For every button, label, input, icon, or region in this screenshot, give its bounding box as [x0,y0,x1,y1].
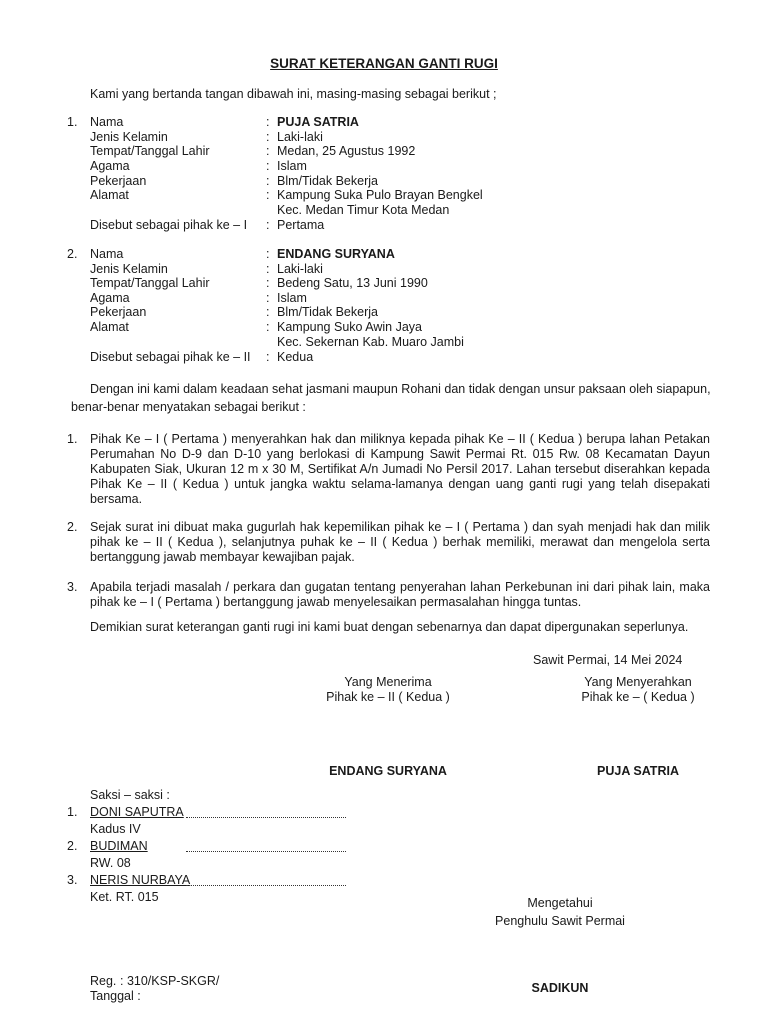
party-2-gender-label: Jenis Kelamin [90,262,168,276]
witness-3-name: NERIS NURBAYA [90,873,191,887]
colon: : [266,188,270,202]
acknowledge-name: SADIKUN [531,981,589,995]
colon: : [266,320,270,334]
statement-line-1: Dengan ini kami dalam keadaan sehat jasmani maupun Rohani dan tidak dengan unsur paksaan oleh siapapun, [90,382,711,396]
witness-1-number: 1. [67,805,78,819]
party-1-address-line2: Kec. Medan Timur Kota Medan [277,203,450,217]
receiver-title: Yang Menerima [344,675,432,689]
colon: : [266,174,270,188]
witness-2-signature-line [186,851,346,852]
party-1-job-value: Blm/Tidak Bekerja [277,174,378,188]
witness-header: Saksi – saksi : [90,788,170,802]
intro-text: Kami yang bertanda tangan dibawah ini, masing-masing sebagai berikut ; [90,87,497,101]
party-2-gender-value: Laki-laki [277,262,323,276]
date-label: Tanggal : [90,989,141,1003]
party-1-number: 1. [67,115,78,129]
party-1-name-label: Nama [90,115,124,129]
colon: : [266,262,270,276]
acknowledge-title: Mengetahui [527,896,593,910]
colon: : [266,130,270,144]
witness-3-number: 3. [67,873,78,887]
colon: : [266,247,270,261]
party-2-birth-label: Tempat/Tanggal Lahir [90,276,210,290]
point-3-number: 3. [67,580,78,594]
witness-2-position: RW. 08 [90,856,131,870]
point-1-number: 1. [67,432,78,446]
colon: : [266,276,270,290]
colon: : [266,115,270,129]
colon: : [266,305,270,319]
point-1-text: Pihak Ke – I ( Pertama ) menyerahkan hak dan miliknya kepada pihak Ke – II ( Kedua ) berupa lahan Petakan Perumahan No D-9 dan D-10 yang berlokasi di Kampung Sawit Permai Rt. 015 Rw. 08 Kecamatan Dayun Kabupaten Siak, Ukuran 12 m x 30 M, Sertifikat A/n Jumadi No Persil 2017. Lahan tersebut diserahkan kepada Pihak Ke – II ( Kedua ) untuk jangka waktu selama-lamanya dengan uang ganti rugi yang telah disepakati bersama. [90,432,710,506]
witness-1-signature-line [186,817,346,818]
party-2-job-value: Blm/Tidak Bekerja [277,305,378,319]
party-2-name-label: Nama [90,247,124,261]
witness-1-position: Kadus IV [90,822,141,836]
party-2-address-label: Alamat [90,320,129,334]
party-1-birth-value: Medan, 25 Agustus 1992 [277,144,416,158]
witness-3-position: Ket. RT. 015 [90,890,159,904]
colon: : [266,218,270,232]
party-2-religion-label: Agama [90,291,130,305]
party-1-address-value: Kampung Suka Pulo Brayan Bengkel [277,188,483,202]
colon: : [266,291,270,305]
party-1-gender-label: Jenis Kelamin [90,130,168,144]
party-2-birth-value: Bedeng Satu, 13 Juni 1990 [277,276,428,290]
giver-title: Yang Menyerahkan [584,675,692,689]
colon: : [266,350,270,364]
party-1-religion-label: Agama [90,159,130,173]
reg-value: : 310/KSP-SKGR/ [120,974,220,988]
point-2-text: Sejak surat ini dibuat maka gugurlah hak kepemilikan pihak ke – I ( Pertama ) dan syah menjadi hak dan milik pihak ke – II ( Kedua ), selanjutnya puhak ke – II ( Kedua ) berhak memiliki, merawat dan mengelola serta bertanggung jawab membayar kewajiban pajak. [90,520,710,564]
colon: : [266,144,270,158]
party-2-called-label: Disebut sebagai pihak ke – II [90,350,251,364]
witness-1-name: DONI SAPUTRA [90,805,184,819]
party-1-religion-value: Islam [277,159,307,173]
party-2-number: 2. [67,247,78,261]
giver-name: PUJA SATRIA [597,764,679,778]
witness-3-signature-line [186,885,346,886]
document-title: SURAT KETERANGAN GANTI RUGI [270,56,498,71]
party-1-name-value: PUJA SATRIA [277,115,359,129]
acknowledge-role: Penghulu Sawit Permai [495,914,625,928]
party-2-address-value: Kampung Suko Awin Jaya [277,320,423,334]
point-3-text: Apabila terjadi masalah / perkara dan gugatan tentang penyerahan lahan Perkebunan ini dari pihak lain, maka pihak ke – I ( Pertama ) bertanggung jawab menyelesaikan permasalahan hingga tuntas. [90,580,710,609]
witness-2-name: BUDIMAN [90,839,148,853]
place-date: Sawit Permai, 14 Mei 2024 [533,653,683,667]
point-2-number: 2. [67,520,78,534]
witness-2-number: 2. [67,839,78,853]
closing-text: Demikian surat keterangan ganti rugi ini kami buat dengan sebenarnya dan dapat dipergunakan seperlunya. [90,620,689,634]
party-1-called-label: Disebut sebagai pihak ke – I [90,218,248,232]
party-2-religion-value: Islam [277,291,307,305]
party-1-birth-label: Tempat/Tanggal Lahir [90,144,210,158]
reg-label: Reg. [90,974,117,988]
giver-role: Pihak ke – ( Kedua ) [581,690,695,704]
party-1-called-value: Pertama [277,218,325,232]
party-1-job-label: Pekerjaan [90,174,147,188]
party-2-job-label: Pekerjaan [90,305,147,319]
party-2-called-value: Kedua [277,350,314,364]
party-1-gender-value: Laki-laki [277,130,323,144]
party-1-address-label: Alamat [90,188,129,202]
receiver-role: Pihak ke – II ( Kedua ) [326,690,450,704]
colon: : [266,159,270,173]
statement-line-2: benar-benar menyatakan sebagai berikut : [71,400,306,414]
party-2-address-line2: Kec. Sekernan Kab. Muaro Jambi [277,335,464,349]
receiver-name: ENDANG SURYANA [329,764,447,778]
party-2-name-value: ENDANG SURYANA [277,247,395,261]
